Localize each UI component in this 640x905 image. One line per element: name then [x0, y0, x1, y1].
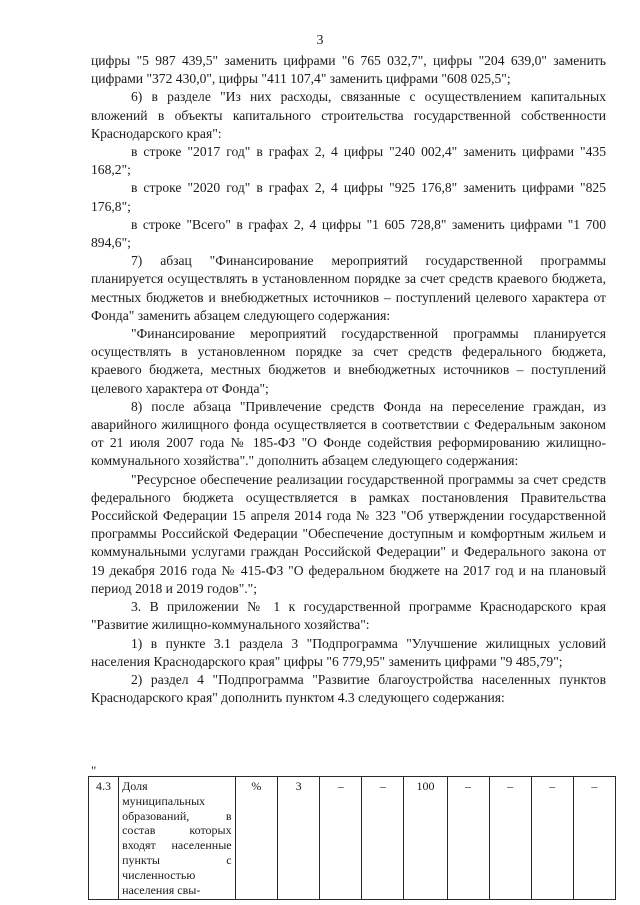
value-cell: – — [447, 777, 489, 900]
paragraph: в строке "2017 год" в графах 2, 4 цифры "240 002,4" заменить цифрами "435 168,2"; — [91, 144, 606, 178]
row-number: 4.3 — [89, 777, 119, 900]
value-cell: – — [320, 777, 362, 900]
paragraph: 7) абзац "Финансирование мероприятий государственной программы планируется осуществлять в установленном порядке за счет средств краевого бюджета, местных бюджетов и внебюджетных источников – поступлений целевого характера от Фонда" заменить абзацем следующего содержания: — [91, 253, 606, 323]
indicator-table — [88, 776, 616, 900]
paragraph: 6) в разделе "Из них расходы, связанные с осуществлением капитальных вложений в объекты капитального строительства государственной собственности Краснодарского края": — [91, 89, 606, 141]
paragraph: в строке "2020 год" в графах 2, 4 цифры "925 176,8" заменить цифрами "825 176,8"; — [91, 180, 606, 214]
indicator-description: Доля муниципальных образований, в состав которых входят населенные пункты с численностью населения свы- — [119, 777, 236, 900]
value-cell: – — [362, 777, 404, 900]
value-cell: – — [531, 777, 573, 900]
document-body — [91, 52, 606, 707]
open-quote: " — [91, 763, 97, 778]
paragraph: 2) раздел 4 "Подпрограмма "Развитие благоустройства населенных пунктов Краснодарского края" дополнить пунктом 4.3 следующего содержания: — [91, 671, 606, 706]
paragraph: 8) после абзаца "Привлечение средств Фонда на переселение граждан, из аварийного жилищного фонда осуществляется в соответствии с Федеральным законом от 21 июля 2007 года № 185-ФЗ "О Фонде содействия реформированию жилищно-коммунального хозяйства"." дополнить абзацем следующего содержания: — [91, 398, 606, 469]
status-cell: 3 — [278, 777, 320, 900]
value-cell: – — [573, 777, 615, 900]
value-cell: – — [489, 777, 531, 900]
paragraph: "Ресурсное обеспечение реализации государственной программы за счет средств федерального бюджета осуществляется в рамках постановления Правительства Российской Федерации 15 апреля 2014 года № 323 "Об утверждении государственной программы Российской Федерации "Обеспечение доступным и комфортным жильем и коммунальными услугами граждан Российской Федерации" и Федерального закона от 19 декабря 2016 года № 415-ФЗ "О федеральном бюджете на 2017 год и на плановый период 2018 и 2019 годов"."; — [91, 471, 606, 596]
unit-cell: % — [235, 777, 277, 900]
paragraph: в строке "Всего" в графах 2, 4 цифры "1 605 728,8" заменить цифрами "1 700 894,6"; — [91, 216, 606, 251]
paragraph: цифры "5 987 439,5" заменить цифрами "6 765 032,7", цифры "204 639,0" заменить цифрами "372 430,0", цифры "411 107,4" заменить цифрами "608 025,5"; — [91, 53, 606, 87]
page-number: 3 — [316, 33, 324, 48]
table-row — [89, 777, 616, 900]
paragraph: 3. В приложении № 1 к государственной программе Краснодарского края "Развитие жилищно-коммунального хозяйства": — [91, 599, 606, 633]
value-cell: 100 — [404, 777, 447, 900]
paragraph: "Финансирование мероприятий государственной программы планируется осуществлять в установленном порядке за счет средств федерального бюджета, краевого бюджета, местных бюджетов и внебюджетных источников – поступлений целевого характера от Фонда"; — [91, 326, 606, 396]
paragraph: 1) в пункте 3.1 раздела 3 "Подпрограмма "Улучшение жилищных условий населения Краснодарского края" цифры "6 779,95" заменить цифрами "9 485,79"; — [91, 635, 606, 669]
